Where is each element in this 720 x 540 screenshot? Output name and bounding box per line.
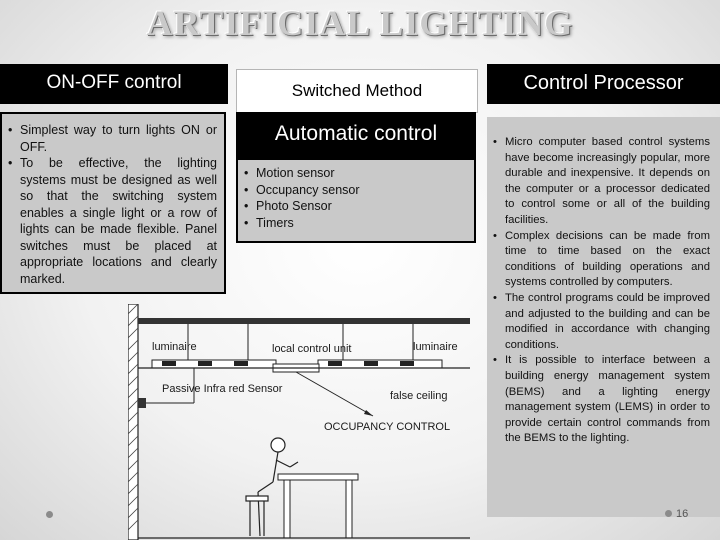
wall — [128, 304, 138, 540]
luminaire-right-shape — [318, 360, 442, 368]
onoff-bullet: • To be effective, the lighting systems must be designed as well so that the switching system enables a single light or a row of lights can be made flexible. Panel switches must be placed at appropriate locations and clearly marked. — [6, 155, 217, 287]
onoff-panel — [0, 112, 226, 294]
desk-shape — [278, 474, 358, 538]
automatic-list — [242, 165, 470, 231]
automatic-item: • Timers — [242, 215, 470, 232]
processor-bullet: • It is possible to interface between a building energy management system (BEMS) and a lighting energy management system (LEMS) in order to provide certain control commands from the BEMS to the lighting. — [491, 353, 710, 447]
automatic-item: • Motion sensor — [242, 165, 470, 182]
ceiling-slab — [138, 318, 470, 324]
processor-bullet: • Complex decisions can be made from time to time based on the exact conditions of building operations and systems controlled by computers. — [491, 229, 710, 291]
diagram-caption: OCCUPANCY CONTROL — [324, 421, 451, 433]
control-unit-label: local control unit — [272, 343, 352, 355]
processor-panel — [487, 117, 720, 517]
occupancy-control-diagram — [128, 304, 470, 540]
luminaire-right-label: luminaire — [413, 341, 458, 353]
pir-sensor-label: Passive Infra red Sensor — [162, 383, 283, 395]
slide-title: ARTIFICIAL LIGHTING — [146, 3, 574, 43]
automatic-panel — [236, 158, 476, 243]
processor-bullet: • Micro computer based control systems have become increasingly popular, more durable and inexpensive. It depends on the computer or a processor dedicated to control some or all of the building facilities. — [491, 135, 710, 229]
luminaire-left-shape — [152, 360, 276, 368]
page-number: 16 — [676, 508, 689, 520]
automatic-item: • Photo Sensor — [242, 198, 470, 215]
switched-heading: Switched Method — [236, 69, 478, 113]
processor-bullets — [491, 135, 710, 447]
slide-dot-icon — [46, 511, 53, 518]
automatic-heading: Automatic control — [236, 112, 476, 158]
automatic-item: • Occupancy sensor — [242, 182, 470, 199]
onoff-bullet: • Simplest way to turn lights ON or OFF. — [6, 122, 217, 155]
onoff-heading: ON-OFF control — [0, 64, 228, 104]
processor-heading: Control Processor — [487, 64, 720, 104]
slide-dot-icon — [665, 510, 672, 517]
processor-bullet: • The control programs could be improved and adjusted to the building and can be modified in accordance with changing conditions. — [491, 291, 710, 353]
pir-sensor-icon — [138, 398, 146, 408]
luminaire-left-label: luminaire — [152, 341, 197, 353]
false-ceiling-label: false ceiling — [390, 390, 448, 402]
onoff-bullets — [6, 122, 217, 287]
